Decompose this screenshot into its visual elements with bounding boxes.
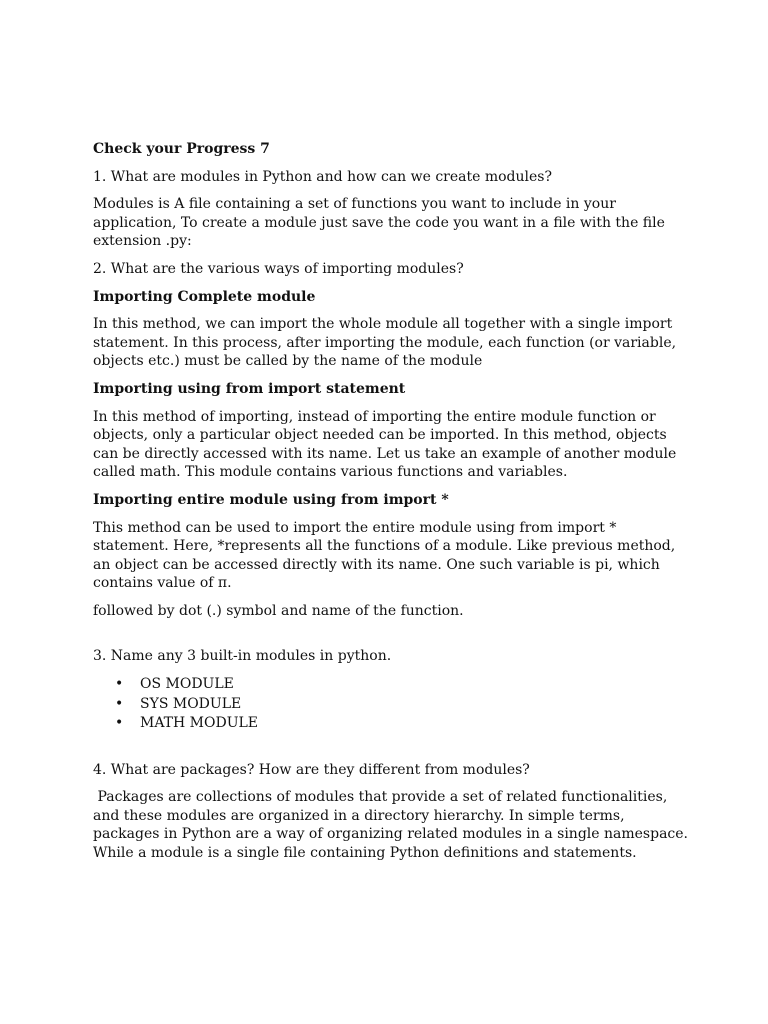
- list-item-label: SYS MODULE: [140, 695, 242, 712]
- question-4: 4. What are packages? How are they different from modules?: [93, 761, 530, 778]
- answer-1: Modules is A file containing a set of functions you want to include in your application, To create a module just save the code you want in a file with the file extension .py:: [93, 196, 665, 250]
- section-heading-from-import: Importing using from import statement: [93, 380, 406, 397]
- section-text-from-import: In this method of importing, instead of importing the entire module function or objects, only a particular object needed can be imported. In this method, objects can be directly accessed with its name. Let us take an example of another module called math. This module contains various functions and variables.: [93, 408, 677, 481]
- spacer: [93, 743, 693, 761]
- trailing-text: followed by dot (.) symbol and name of the function.: [93, 602, 464, 619]
- document-page: [93, 140, 693, 872]
- section-heading-complete-module: Importing Complete module: [93, 288, 316, 305]
- builtin-modules-list: [93, 675, 693, 734]
- spacer: [93, 629, 693, 647]
- list-item-label: MATH MODULE: [140, 715, 259, 732]
- question-2: 2. What are the various ways of importing modules?: [93, 260, 464, 277]
- bullet-icon: •: [115, 676, 124, 693]
- list-item-label: OS MODULE: [140, 676, 234, 693]
- document-title: Check your Progress 7: [93, 141, 270, 157]
- section-heading-import-star: Importing entire module using from import *: [93, 491, 449, 508]
- bullet-icon: •: [115, 715, 124, 732]
- bullet-icon: •: [115, 695, 124, 712]
- list-item: [115, 714, 693, 734]
- question-1: 1. What are modules in Python and how can we create modules?: [93, 168, 552, 185]
- answer-4: Packages are collections of modules that provide a set of related functionalities, and these modules are organized in a directory hierarchy. In simple terms, packages in Python are a way of organizing related modules in a single namespace. While a module is a single file containing Python definitions and statements.: [93, 789, 693, 861]
- list-item: [115, 695, 693, 715]
- section-text-complete-module: In this method, we can import the whole module all together with a single import statement. In this process, after importing the module, each function (or variable, objects etc.) must be called by the name of the module: [93, 316, 677, 370]
- question-3: 3. Name any 3 built-in modules in python.: [93, 648, 392, 665]
- section-text-import-star: This method can be used to import the entire module using from import * statement. Here, *represents all the functions of a module. Like previous method, an object can be accessed directly with its name. One such variable is pi, which contains value of π.: [93, 519, 676, 592]
- list-item: [115, 675, 693, 695]
